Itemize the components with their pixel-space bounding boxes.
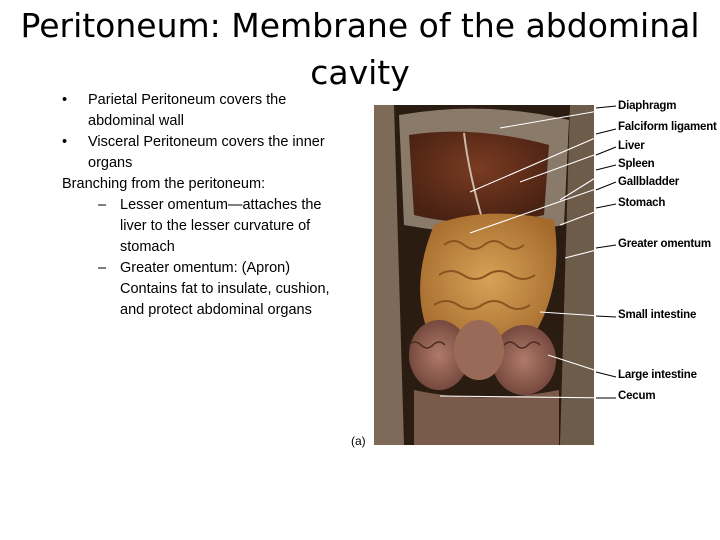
leader-tail bbox=[596, 165, 616, 170]
label-falciform-ligament: Falciform ligament bbox=[618, 121, 717, 133]
bullet-item bbox=[62, 90, 332, 132]
label-gallbladder: Gallbladder bbox=[618, 176, 680, 188]
bullet-text: Parietal Peritoneum covers the abdominal wall bbox=[88, 92, 287, 129]
dash-marker: – bbox=[98, 197, 107, 213]
body-text bbox=[62, 90, 332, 321]
page-title: Peritoneum: Membrane of the abdominal cavity bbox=[20, 6, 700, 92]
figure-tag: (a) bbox=[351, 434, 366, 448]
sub-bullet-text: Lesser omentum—attaches the liver to the lesser curvature of stomach bbox=[120, 197, 322, 255]
label-greater-omentum: Greater omentum bbox=[618, 238, 711, 250]
leader-tail bbox=[596, 129, 616, 134]
abdominal-cavity-photo bbox=[374, 105, 594, 445]
cadaver-illustration bbox=[374, 105, 594, 445]
label-stomach: Stomach bbox=[618, 197, 666, 209]
label-large-intestine: Large intestine bbox=[618, 369, 697, 381]
leader-tail bbox=[596, 106, 616, 108]
dash-marker: – bbox=[98, 260, 107, 276]
leader-line-tails bbox=[596, 106, 616, 398]
leader-tail bbox=[596, 182, 616, 190]
sub-bullet-item bbox=[62, 195, 332, 258]
leader-tail bbox=[596, 245, 616, 248]
bullet-marker: • bbox=[62, 134, 68, 150]
bullet-text: Visceral Peritoneum covers the inner organs bbox=[88, 134, 325, 171]
sub-bullet-text: Greater omentum: (Apron) Contains fat to insulate, cushion, and protect abdominal organs bbox=[120, 260, 330, 318]
label-spleen: Spleen bbox=[618, 158, 655, 170]
leader-tail bbox=[596, 147, 616, 155]
branching-heading: Branching from the peritoneum: bbox=[62, 176, 266, 192]
label-small-intestine: Small intestine bbox=[618, 309, 697, 321]
label-cecum: Cecum bbox=[618, 390, 656, 402]
leader-tail bbox=[596, 204, 616, 208]
leader-tail bbox=[596, 372, 616, 377]
label-diaphragm: Diaphragm bbox=[618, 100, 677, 112]
leader-tail bbox=[596, 316, 616, 317]
bullet-marker: • bbox=[62, 92, 68, 108]
label-liver: Liver bbox=[618, 140, 645, 152]
sub-bullet-item bbox=[62, 258, 332, 321]
bullet-item bbox=[62, 132, 332, 174]
